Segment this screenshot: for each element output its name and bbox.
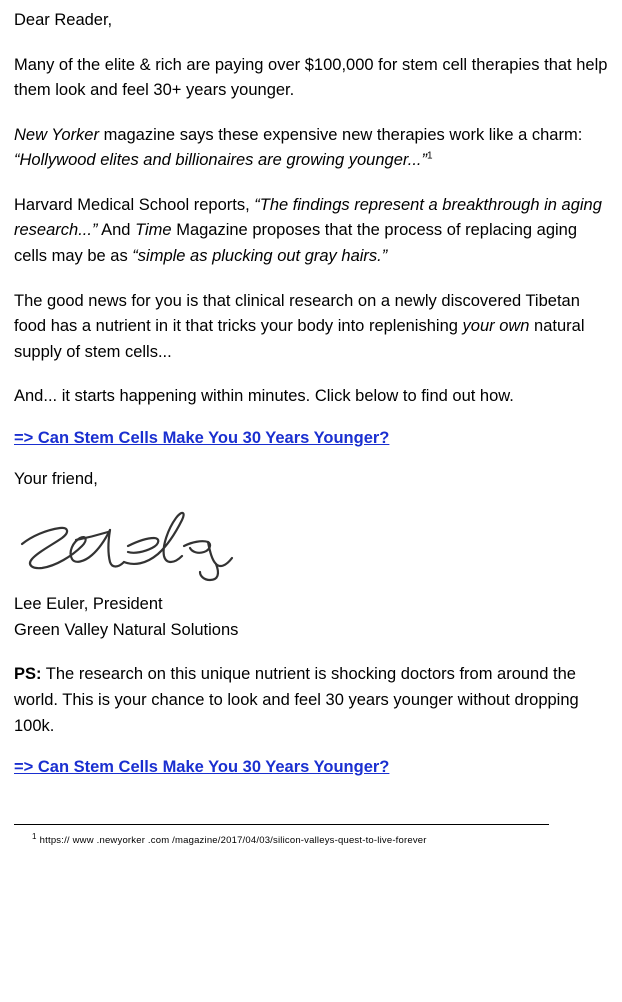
paragraph-4-text-a: The good news for you is that clinical research on a newly discovered Tibetan food has a nutrient in it that tricks your body into replenishing xyxy=(14,291,580,336)
ps-label: PS: xyxy=(14,665,42,684)
sender-company: Green Valley Natural Solutions xyxy=(14,620,239,639)
ps-paragraph xyxy=(14,662,608,739)
paragraph-4-text-b: natural supply of stem cells... xyxy=(14,317,585,361)
paragraph-3 xyxy=(14,193,608,270)
signoff: Your friend, xyxy=(14,469,98,488)
ps-text: The research on this unique nutrient is shocking doctors from around the world. This is your chance to look and feel 30 years younger without dropping 100k. xyxy=(14,665,579,735)
magazine-name-time: Time xyxy=(135,221,172,240)
paragraph-1: Many of the elite & rich are paying over $100,000 for stem cell therapies that help them look and feel 30+ years younger. xyxy=(14,55,608,100)
footnote xyxy=(32,831,608,847)
cta-link-top[interactable]: => Can Stem Cells Make You 30 Years Younger? xyxy=(14,428,390,447)
salutation: Dear Reader, xyxy=(14,11,113,29)
cta-link-bottom[interactable]: => Can Stem Cells Make You 30 Years Younger? xyxy=(14,758,390,777)
paragraph-2 xyxy=(14,123,608,174)
footnote-divider xyxy=(14,824,549,825)
paragraph-2-quote: “Hollywood elites and billionaires are growing younger...” xyxy=(14,151,428,170)
signature-image xyxy=(16,502,608,588)
paragraph-3-quote-b: “simple as plucking out gray hairs.” xyxy=(132,246,388,265)
paragraph-2-text-a: magazine says these expensive new therapies work like a charm: xyxy=(98,125,583,144)
magazine-name-new-yorker: New Yorker xyxy=(14,125,99,144)
paragraph-3-text-a: Harvard Medical School reports, xyxy=(14,195,255,214)
sender-name-title: Lee Euler, President xyxy=(14,595,163,614)
paragraph-3-text-b: And xyxy=(97,221,136,240)
footnote-number: 1 xyxy=(32,832,37,842)
paragraph-3-text-c: Magazine proposes that the process of replacing aging cells may be as xyxy=(14,221,578,265)
sender-name-block xyxy=(14,592,608,643)
footnote-url: https:// www .newyorker .com /magazine/2017/04/03/silicon-valleys-quest-to-live-forever xyxy=(39,835,427,847)
paragraph-4 xyxy=(14,289,608,366)
paragraph-5: And... it starts happening within minutes. Click below to find out how. xyxy=(14,387,514,406)
footnote-marker-1: 1 xyxy=(427,150,433,162)
paragraph-4-emphasis: your own xyxy=(462,317,530,336)
paragraph-3-quote-a: “The findings represent a breakthrough in aging research...” xyxy=(14,195,602,240)
